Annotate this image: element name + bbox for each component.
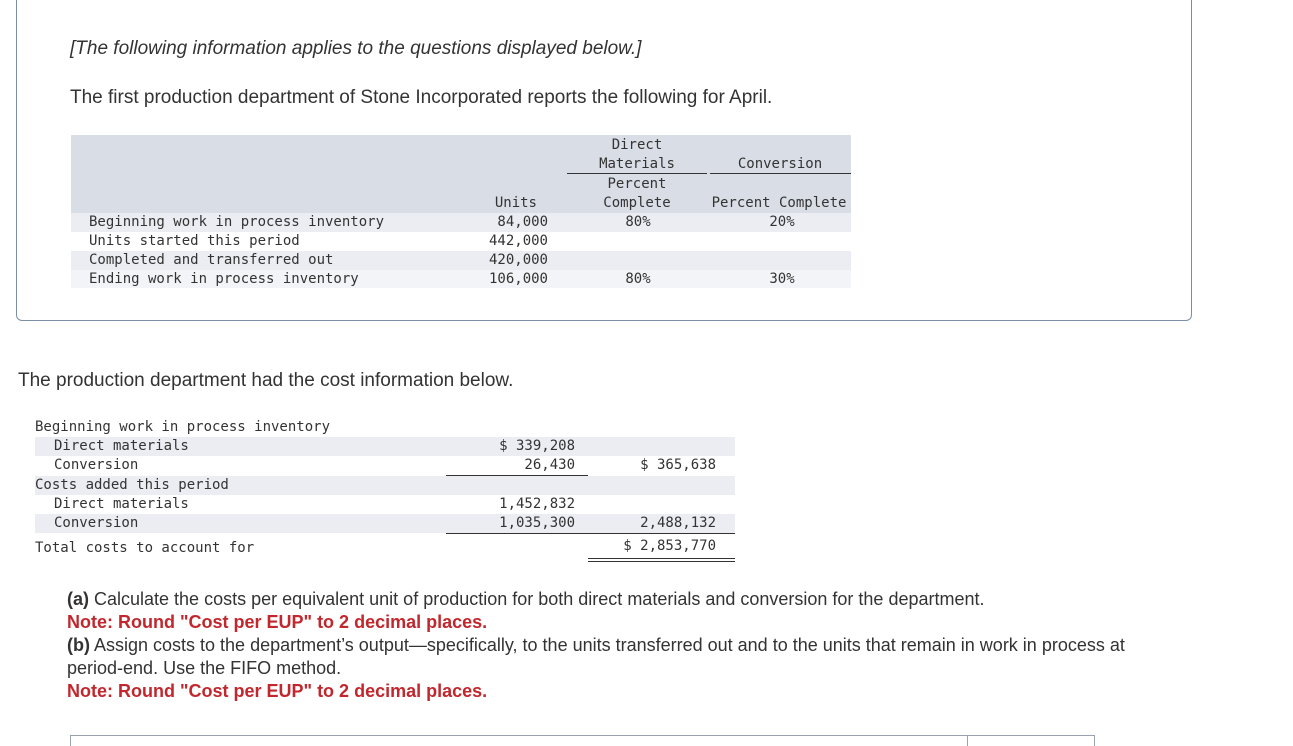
beg-conv-label: Conversion bbox=[54, 457, 139, 473]
units-row-units: 106,000 bbox=[488, 271, 548, 287]
beg-conv-value: 26,430 bbox=[524, 457, 575, 473]
add-conv-label: Conversion bbox=[54, 515, 139, 531]
add-conv-value: 1,035,300 bbox=[499, 515, 575, 531]
question-a-label: (a) bbox=[67, 589, 89, 609]
beg-dm-value: $ 339,208 bbox=[499, 438, 575, 454]
question-b-text: Assign costs to the department’s output—specifically, to the units transferred out and to the units that remain in work in process at period-end. Use the FIFO method. bbox=[67, 635, 1125, 678]
units-row-dm: 80% bbox=[625, 214, 651, 230]
beginning-wip-label: Beginning work in process inventory bbox=[35, 419, 331, 435]
added-label: Costs added this period bbox=[35, 477, 229, 493]
question-b-note: Note: Round "Cost per EUP" to 2 decimal places. bbox=[67, 681, 488, 701]
units-row-label: Beginning work in process inventory bbox=[89, 214, 385, 230]
dm-header-line2: Materials bbox=[599, 156, 675, 172]
answer-table-top-edge bbox=[70, 735, 1095, 746]
dm-header-line4: Complete bbox=[603, 195, 671, 211]
add-total-rule bbox=[588, 533, 735, 534]
total-value: $ 2,853,770 bbox=[623, 538, 716, 554]
cost-intro: The production department had the cost information below. bbox=[18, 370, 514, 391]
units-header: Units bbox=[494, 195, 537, 211]
units-row-units: 420,000 bbox=[488, 252, 548, 268]
add-subtotal-rule bbox=[446, 533, 588, 534]
units-row-label: Ending work in process inventory bbox=[89, 271, 359, 287]
units-row-dm: 80% bbox=[625, 271, 651, 287]
dm-header-rule bbox=[567, 173, 707, 174]
conv-header-rule bbox=[710, 173, 851, 174]
units-row-units: 84,000 bbox=[497, 214, 548, 230]
units-row-label: Units started this period bbox=[89, 233, 300, 249]
units-row-label: Completed and transferred out bbox=[89, 252, 334, 268]
question-a-text: Calculate the costs per equivalent unit of production for both direct materials and conversion for the department. bbox=[89, 589, 985, 609]
question-a bbox=[67, 588, 1167, 703]
add-dm-value: 1,452,832 bbox=[499, 496, 575, 512]
beg-dm-label: Direct materials bbox=[54, 438, 189, 454]
dm-header-line1: Direct bbox=[611, 137, 663, 153]
dm-header-line3: Percent bbox=[607, 176, 667, 192]
add-total-value: 2,488,132 bbox=[640, 515, 716, 531]
intro-text: The first production department of Stone Incorporated reports the following for April. bbox=[70, 87, 773, 108]
answer-table-right-edge bbox=[1094, 736, 1095, 746]
units-row-conv: 20% bbox=[769, 214, 795, 230]
units-row-units: 442,000 bbox=[488, 233, 548, 249]
beg-total-value: $ 365,638 bbox=[640, 457, 716, 473]
add-dm-label: Direct materials bbox=[54, 496, 189, 512]
question-b-label: (b) bbox=[67, 635, 90, 655]
conv-header-line1: Conversion bbox=[737, 156, 823, 172]
intro-note: [The following information applies to the questions displayed below.] bbox=[70, 38, 642, 59]
question-a-note: Note: Round "Cost per EUP" to 2 decimal places. bbox=[67, 612, 488, 632]
answer-table-divider bbox=[967, 736, 968, 746]
conv-header-line2: Percent Complete bbox=[711, 195, 847, 211]
beg-subtotal-rule bbox=[446, 475, 588, 476]
total-double-rule-top bbox=[588, 558, 735, 559]
total-double-rule-bottom bbox=[588, 561, 735, 562]
answer-table-left-edge bbox=[70, 736, 71, 746]
units-row-conv: 30% bbox=[769, 271, 795, 287]
total-label: Total costs to account for bbox=[35, 540, 255, 556]
